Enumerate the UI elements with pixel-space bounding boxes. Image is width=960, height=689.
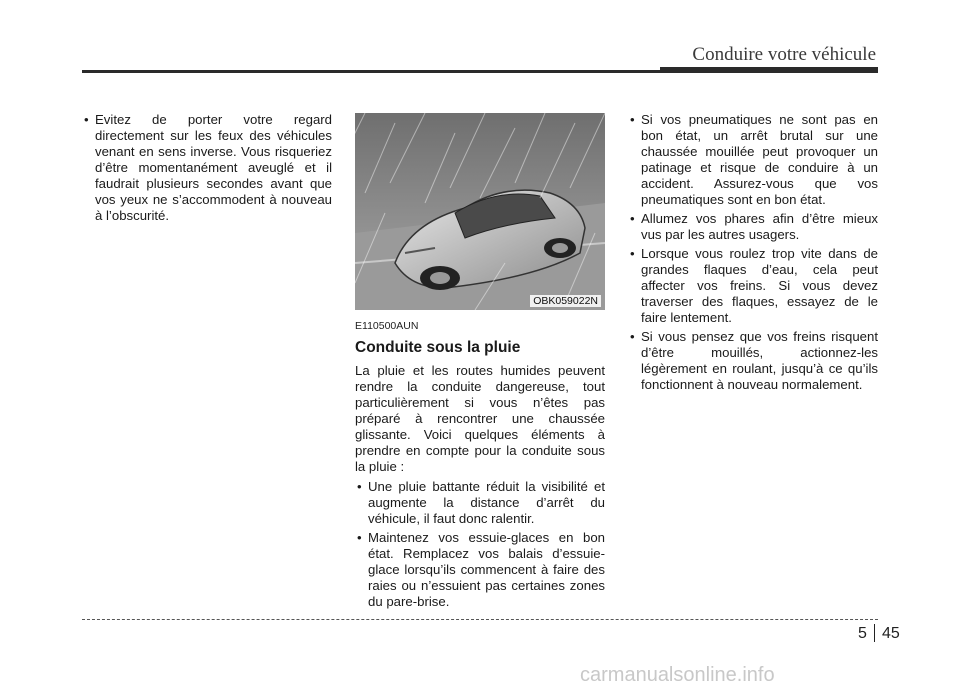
list-item: • Evitez de porter votre regard directement sur les feux des véhicules venant en sens inverse. Vous risqueriez d’être momentanément aveuglé et il faudrait plusieurs secondes avant que vos yeux ne s’accommodent à nouveau à l’obscurité. xyxy=(82,112,332,224)
figure-car-in-rain xyxy=(355,113,605,310)
figure-code: OBK059022N xyxy=(530,295,601,307)
car-in-rain-illustration xyxy=(355,113,605,310)
watermark: carmanualsonline.info xyxy=(580,664,775,686)
header-rule xyxy=(82,70,878,73)
list-item: • Une pluie battante réduit la visibilité et augmente la distance d’arrêt du véhicule, il faut donc ralentir. xyxy=(355,479,605,527)
column-middle xyxy=(355,318,605,613)
column-right xyxy=(628,112,878,396)
chapter-number: 5 xyxy=(858,625,867,642)
footer-rule xyxy=(82,619,878,620)
page-header-title: Conduire votre véhicule xyxy=(692,44,876,65)
list-item: • Lorsque vous roulez trop vite dans de grandes flaques d’eau, cela peut affecter vos freins. Si vous devez traverser des flaques, essayez de le faire lentement. xyxy=(628,246,878,326)
list-item: • Maintenez vos essuie-glaces en bon état. Remplacez vos balais d’essuie-glace lorsqu’ils commencent à faire des raies ou n’essuient pas certaines zones du pare-brise. xyxy=(355,530,605,610)
list-item: • Si vos pneumatiques ne sont pas en bon état, un arrêt brutal sur une chaussée mouillée peut provoquer un patinage et risque de conduire à un accident. Assurez-vous que vos pneumatiques sont en bon état. xyxy=(628,112,878,208)
bullet-list xyxy=(82,112,332,224)
column-left xyxy=(82,112,332,227)
intro-paragraph: La pluie et les routes humides peuvent rendre la conduite dangereuse, tout particulièrement si vous n’êtes pas préparé à rencontrer une chaussée glissante. Voici quelques éléments à prendre en compte pour la conduite sous la pluie : xyxy=(355,363,605,474)
bullet-list xyxy=(355,479,605,610)
section-title: Conduite sous la pluie xyxy=(355,339,521,356)
reference-code: E110500AUN xyxy=(355,320,419,332)
page-number-separator xyxy=(874,624,875,642)
list-item: • Allumez vos phares afin d’être mieux vus par les autres usagers. xyxy=(628,211,878,243)
bullet-list xyxy=(628,112,878,393)
page-number: 45 xyxy=(882,625,900,642)
list-item: • Si vous pensez que vos freins risquent d’être mouillés, actionnez-les légèrement en roulant, jusqu’à ce qu’ils fonctionnent à nouveau normalement. xyxy=(628,329,878,393)
